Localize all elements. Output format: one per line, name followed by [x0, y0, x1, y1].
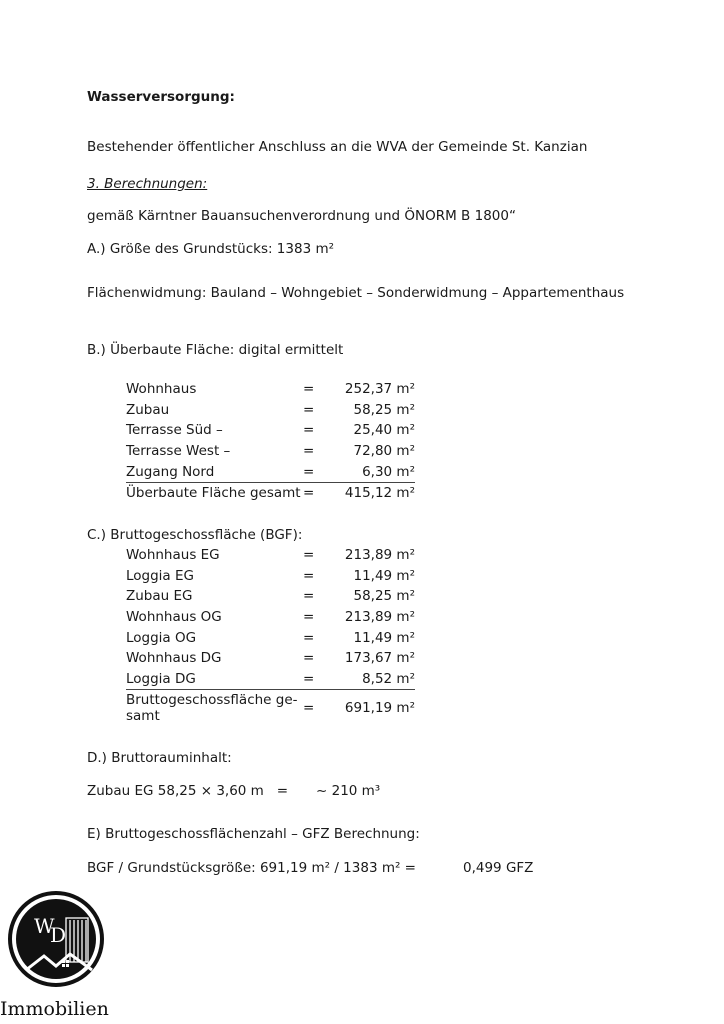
- row-equals: =: [303, 463, 315, 480]
- table-row: [126, 461, 415, 482]
- water-supply-heading: Wasserversorgung:: [87, 89, 235, 105]
- row-value: 72,80 m²: [353, 443, 415, 460]
- total-equals: =: [303, 690, 343, 727]
- zoning-line: Flächenwidmung: Bauland – Wohngebiet – Sonderwidmung – Appartementhaus: [87, 285, 625, 301]
- logo-monogram-d: D: [50, 923, 67, 947]
- built-area-table: [126, 379, 415, 504]
- gross-floor-area-heading: C.) Bruttogeschossfläche (BGF):: [87, 527, 303, 543]
- table-row: [126, 669, 415, 690]
- row-value: 8,52 m²: [362, 670, 415, 687]
- row-value: 173,67 m²: [344, 650, 415, 667]
- row-equals: =: [303, 588, 315, 605]
- row-label: Wohnhaus: [126, 381, 197, 398]
- row-equals: =: [303, 422, 315, 439]
- table-row: [126, 379, 415, 400]
- total-equals: =: [303, 482, 343, 503]
- calculations-heading: 3. Berechnungen:: [87, 176, 208, 192]
- table-row: [126, 607, 415, 628]
- logo-wordmark: Immobilien: [0, 998, 109, 1020]
- total-label: Überbaute Fläche gesamt: [126, 482, 303, 503]
- volume-heading: D.) Bruttorauminhalt:: [87, 750, 232, 766]
- table-row: [126, 627, 415, 648]
- row-equals: =: [303, 443, 315, 460]
- row-equals: =: [303, 670, 315, 687]
- calculations-basis: gemäß Kärntner Bauansuchenverordnung und ÖNORM B 1800“: [87, 208, 516, 224]
- row-equals: =: [303, 401, 315, 418]
- row-equals: =: [303, 567, 315, 584]
- table-row: [126, 566, 415, 587]
- gfz-formula: BGF / Grundstücksgröße: 691,19 m² / 1383 m² =: [87, 860, 416, 876]
- total-row: [126, 690, 415, 727]
- logo-monogram-w: W: [34, 914, 55, 938]
- volume-result: ~ 210 m³: [316, 783, 381, 799]
- gross-floor-area-table: [126, 545, 415, 726]
- row-value: 213,89 m²: [344, 547, 415, 564]
- built-area-heading: B.) Überbaute Fläche: digital ermittelt: [87, 342, 344, 358]
- row-label: Wohnhaus DG: [126, 650, 222, 667]
- row-value: 25,40 m²: [353, 422, 415, 439]
- row-label: Wohnhaus OG: [126, 609, 222, 626]
- table-row: [126, 441, 415, 462]
- row-equals: =: [303, 547, 315, 564]
- row-label: Terrasse Süd –: [126, 422, 223, 439]
- row-label: Zubau: [126, 401, 170, 418]
- row-label: Loggia EG: [126, 567, 194, 584]
- row-label: Zugang Nord: [126, 463, 215, 480]
- table-row: [126, 400, 415, 421]
- row-value: 11,49 m²: [353, 629, 415, 646]
- row-label: Loggia DG: [126, 670, 196, 687]
- water-supply-text: Bestehender öffentlicher Anschluss an die WVA der Gemeinde St. Kanzian: [87, 139, 588, 155]
- row-value: 6,30 m²: [362, 463, 415, 480]
- gfz-heading: E) Bruttogeschossflächenzahl – GFZ Berechnung:: [87, 826, 420, 842]
- row-value: 213,89 m²: [344, 609, 415, 626]
- row-value: 11,49 m²: [353, 567, 415, 584]
- row-label: Terrasse West –: [126, 443, 231, 460]
- table-row: [126, 545, 415, 566]
- total-value: 691,19 m²: [343, 690, 415, 727]
- row-equals: =: [303, 609, 315, 626]
- gfz-result: 0,499 GFZ: [463, 860, 534, 876]
- total-label: Bruttogeschossfläche ge- samt: [126, 690, 303, 727]
- total-row: [126, 482, 415, 503]
- row-equals: =: [303, 381, 315, 398]
- row-value: 252,37 m²: [344, 381, 415, 398]
- row-equals: =: [303, 629, 315, 646]
- volume-formula: Zubau EG 58,25 × 3,60 m =: [87, 783, 289, 799]
- row-value: 58,25 m²: [353, 401, 415, 418]
- table-row: [126, 648, 415, 669]
- row-value: 58,25 m²: [353, 588, 415, 605]
- plot-size-line: A.) Größe des Grundstücks: 1383 m²: [87, 241, 335, 257]
- row-label: Wohnhaus EG: [126, 547, 220, 564]
- row-label: Loggia OG: [126, 629, 197, 646]
- table-row: [126, 586, 415, 607]
- total-value: 415,12 m²: [343, 482, 415, 503]
- table-row: [126, 420, 415, 441]
- row-label: Zubau EG: [126, 588, 193, 605]
- row-equals: =: [303, 650, 315, 667]
